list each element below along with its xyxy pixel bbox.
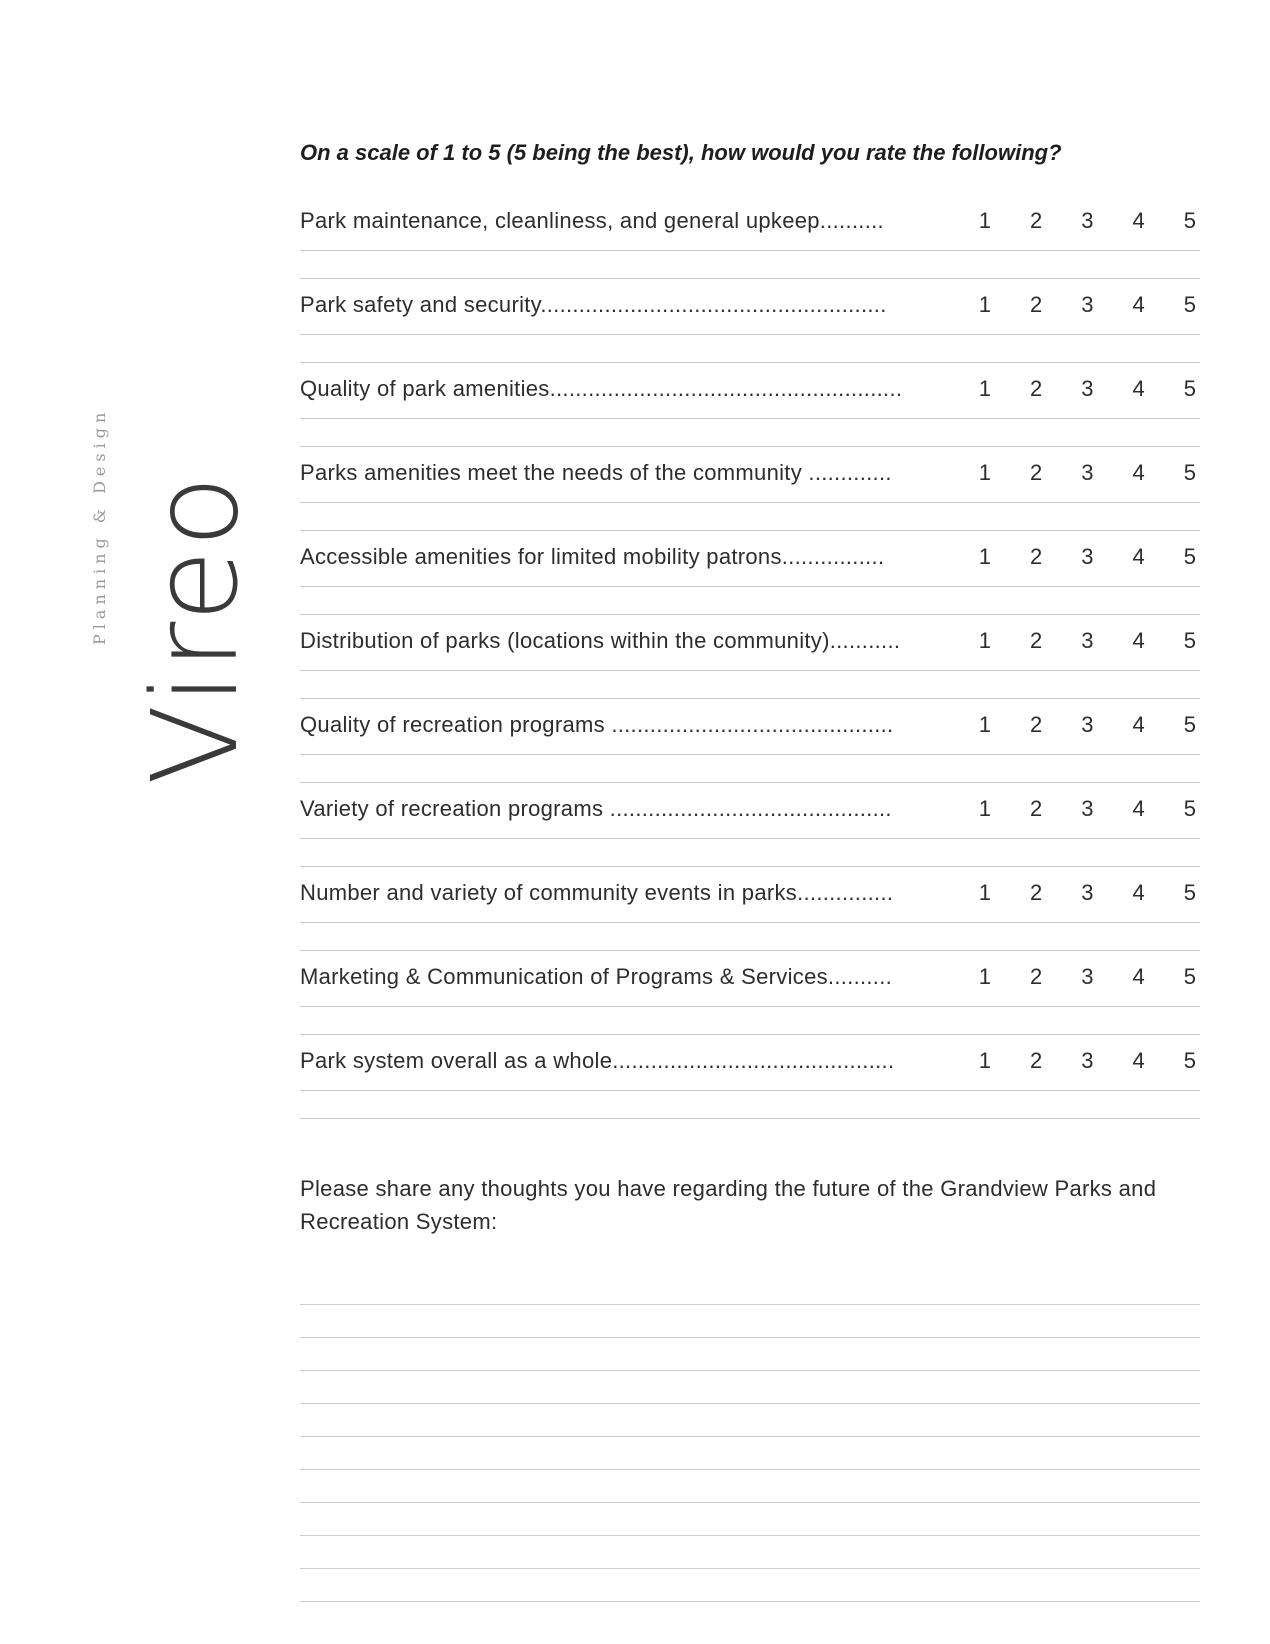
comment-line[interactable] bbox=[300, 1371, 1200, 1404]
rating-option-3[interactable]: 3 bbox=[1081, 628, 1094, 653]
rating-option-5[interactable]: 5 bbox=[1183, 1048, 1197, 1073]
comment-line[interactable] bbox=[300, 1305, 1200, 1338]
rating-option-2[interactable]: 2 bbox=[1029, 628, 1043, 653]
comment-line[interactable] bbox=[300, 1272, 1200, 1305]
rating-scale bbox=[950, 460, 1200, 486]
rating-option-2[interactable]: 2 bbox=[1029, 544, 1043, 569]
writing-line[interactable] bbox=[300, 586, 1200, 587]
rating-item-label: Quality of park amenities....................................................... bbox=[300, 376, 903, 401]
rating-option-2[interactable]: 2 bbox=[1029, 712, 1043, 737]
comment-line[interactable] bbox=[300, 1404, 1200, 1437]
rating-option-3[interactable]: 3 bbox=[1081, 292, 1094, 317]
comment-writing-area[interactable] bbox=[300, 1272, 1200, 1602]
rating-option-5[interactable]: 5 bbox=[1183, 376, 1197, 401]
rating-option-4[interactable]: 4 bbox=[1132, 376, 1146, 401]
writing-line[interactable] bbox=[300, 838, 1200, 839]
rating-row bbox=[300, 544, 1200, 628]
rating-option-1[interactable]: 1 bbox=[978, 964, 992, 989]
rating-option-4[interactable]: 4 bbox=[1132, 712, 1146, 737]
rating-option-5[interactable]: 5 bbox=[1183, 880, 1197, 905]
rating-option-2[interactable]: 2 bbox=[1029, 376, 1043, 401]
rating-option-1[interactable]: 1 bbox=[978, 712, 992, 737]
rating-option-1[interactable]: 1 bbox=[978, 796, 992, 821]
rating-question: On a scale of 1 to 5 (5 being the best), how would you rate the following? bbox=[300, 140, 1062, 165]
writing-line[interactable] bbox=[300, 922, 1200, 923]
writing-line[interactable] bbox=[300, 670, 1200, 671]
rating-row bbox=[300, 460, 1200, 544]
rating-row bbox=[300, 712, 1200, 796]
rating-option-4[interactable]: 4 bbox=[1132, 796, 1146, 821]
writing-line[interactable] bbox=[300, 1118, 1200, 1119]
writing-line[interactable] bbox=[300, 334, 1200, 335]
writing-line[interactable] bbox=[300, 614, 1200, 615]
rating-scale bbox=[950, 544, 1200, 570]
rating-option-4[interactable]: 4 bbox=[1132, 460, 1146, 485]
rating-item-label: Parks amenities meet the needs of the community ............. bbox=[300, 460, 892, 485]
rating-option-1[interactable]: 1 bbox=[978, 292, 992, 317]
rating-scale bbox=[950, 628, 1200, 654]
rating-option-4[interactable]: 4 bbox=[1132, 208, 1146, 233]
vireo-logo bbox=[60, 355, 264, 785]
writing-line[interactable] bbox=[300, 446, 1200, 447]
rating-row-content bbox=[300, 712, 1200, 742]
brand-tagline: Planning & Design bbox=[90, 407, 109, 645]
rating-row-content bbox=[300, 1048, 1200, 1078]
rating-option-2[interactable]: 2 bbox=[1029, 1048, 1043, 1073]
rating-option-2[interactable]: 2 bbox=[1029, 460, 1043, 485]
rating-option-5[interactable]: 5 bbox=[1183, 964, 1197, 989]
rating-row-content bbox=[300, 460, 1200, 490]
rating-option-1[interactable]: 1 bbox=[978, 376, 992, 401]
rating-item-label: Distribution of parks (locations within the community)........... bbox=[300, 628, 901, 653]
rating-list bbox=[300, 208, 1200, 1132]
rating-section bbox=[300, 140, 1200, 1132]
rating-row-content bbox=[300, 964, 1200, 994]
rating-item-label: Accessible amenities for limited mobility patrons................ bbox=[300, 544, 885, 569]
rating-row-content bbox=[300, 208, 1200, 238]
rating-scale bbox=[950, 376, 1200, 402]
rating-option-1[interactable]: 1 bbox=[978, 208, 992, 233]
rating-option-4[interactable]: 4 bbox=[1132, 964, 1146, 989]
rating-option-4[interactable]: 4 bbox=[1132, 292, 1146, 317]
rating-item-label: Variety of recreation programs ............................................ bbox=[300, 796, 892, 821]
comment-line[interactable] bbox=[300, 1437, 1200, 1470]
rating-option-3[interactable]: 3 bbox=[1081, 544, 1094, 569]
brand-name: Vireo bbox=[126, 473, 264, 785]
writing-line[interactable] bbox=[300, 278, 1200, 279]
rating-row bbox=[300, 964, 1200, 1048]
rating-scale bbox=[950, 292, 1200, 318]
rating-option-4[interactable]: 4 bbox=[1132, 544, 1146, 569]
writing-line[interactable] bbox=[300, 782, 1200, 783]
rating-option-1[interactable]: 1 bbox=[978, 1048, 992, 1073]
rating-option-5[interactable]: 5 bbox=[1183, 544, 1197, 569]
rating-scale bbox=[950, 712, 1200, 738]
rating-option-3[interactable]: 3 bbox=[1081, 964, 1094, 989]
rating-row-content bbox=[300, 628, 1200, 658]
rating-option-3[interactable]: 3 bbox=[1081, 460, 1094, 485]
rating-option-4[interactable]: 4 bbox=[1132, 628, 1146, 653]
comment-line[interactable] bbox=[300, 1503, 1200, 1536]
writing-line[interactable] bbox=[300, 1090, 1200, 1091]
rating-option-3[interactable]: 3 bbox=[1081, 1048, 1094, 1073]
rating-row bbox=[300, 880, 1200, 964]
rating-option-2[interactable]: 2 bbox=[1029, 208, 1043, 233]
rating-option-1[interactable]: 1 bbox=[978, 880, 992, 905]
writing-line[interactable] bbox=[300, 250, 1200, 251]
writing-line[interactable] bbox=[300, 502, 1200, 503]
rating-row-content bbox=[300, 292, 1200, 322]
rating-option-3[interactable]: 3 bbox=[1081, 376, 1094, 401]
rating-row bbox=[300, 628, 1200, 712]
comments-prompt: Please share any thoughts you have regarding the future of the Grandview Parks and Recreation System: bbox=[300, 1176, 1157, 1234]
comment-line[interactable] bbox=[300, 1470, 1200, 1503]
writing-line[interactable] bbox=[300, 866, 1200, 867]
rating-option-2[interactable]: 2 bbox=[1029, 880, 1043, 905]
rating-scale bbox=[950, 208, 1200, 234]
rating-scale bbox=[950, 796, 1200, 822]
rating-row bbox=[300, 292, 1200, 376]
rating-option-3[interactable]: 3 bbox=[1081, 208, 1094, 233]
rating-option-4[interactable]: 4 bbox=[1132, 880, 1146, 905]
writing-line[interactable] bbox=[300, 950, 1200, 951]
rating-item-label: Park safety and security...................................................... bbox=[300, 292, 887, 317]
rating-row-content bbox=[300, 376, 1200, 406]
rating-option-5[interactable]: 5 bbox=[1183, 796, 1197, 821]
writing-line[interactable] bbox=[300, 1034, 1200, 1035]
rating-row-content bbox=[300, 880, 1200, 910]
rating-option-3[interactable]: 3 bbox=[1081, 880, 1094, 905]
rating-item-label: Quality of recreation programs ............................................ bbox=[300, 712, 894, 737]
writing-line[interactable] bbox=[300, 418, 1200, 419]
comment-line[interactable] bbox=[300, 1536, 1200, 1569]
rating-option-2[interactable]: 2 bbox=[1029, 292, 1043, 317]
rating-option-1[interactable]: 1 bbox=[978, 544, 992, 569]
writing-line[interactable] bbox=[300, 698, 1200, 699]
writing-line[interactable] bbox=[300, 754, 1200, 755]
rating-option-4[interactable]: 4 bbox=[1132, 1048, 1146, 1073]
rating-option-5[interactable]: 5 bbox=[1183, 292, 1197, 317]
rating-row bbox=[300, 1048, 1200, 1132]
rating-option-2[interactable]: 2 bbox=[1029, 796, 1043, 821]
rating-option-1[interactable]: 1 bbox=[978, 460, 992, 485]
rating-scale bbox=[950, 880, 1200, 906]
rating-item-label: Park maintenance, cleanliness, and general upkeep.......... bbox=[300, 208, 884, 233]
writing-line[interactable] bbox=[300, 362, 1200, 363]
rating-option-5[interactable]: 5 bbox=[1183, 628, 1197, 653]
rating-row bbox=[300, 796, 1200, 880]
rating-row bbox=[300, 376, 1200, 460]
rating-scale bbox=[950, 964, 1200, 990]
rating-option-3[interactable]: 3 bbox=[1081, 712, 1094, 737]
rating-item-label: Marketing & Communication of Programs & Services.......... bbox=[300, 964, 893, 989]
writing-line[interactable] bbox=[300, 530, 1200, 531]
rating-option-5[interactable]: 5 bbox=[1183, 712, 1197, 737]
writing-line[interactable] bbox=[300, 1006, 1200, 1007]
rating-option-2[interactable]: 2 bbox=[1029, 964, 1043, 989]
rating-item-label: Number and variety of community events in parks............... bbox=[300, 880, 894, 905]
rating-row-content bbox=[300, 796, 1200, 826]
comment-line[interactable] bbox=[300, 1569, 1200, 1602]
rating-row bbox=[300, 208, 1200, 292]
rating-item-label: Park system overall as a whole............................................ bbox=[300, 1048, 895, 1073]
rating-row-content bbox=[300, 544, 1200, 574]
rating-scale bbox=[950, 1048, 1200, 1074]
comment-line[interactable] bbox=[300, 1338, 1200, 1371]
rating-option-3[interactable]: 3 bbox=[1081, 796, 1094, 821]
rating-option-5[interactable]: 5 bbox=[1183, 460, 1197, 485]
rating-option-5[interactable]: 5 bbox=[1183, 208, 1197, 233]
rating-option-1[interactable]: 1 bbox=[978, 628, 992, 653]
